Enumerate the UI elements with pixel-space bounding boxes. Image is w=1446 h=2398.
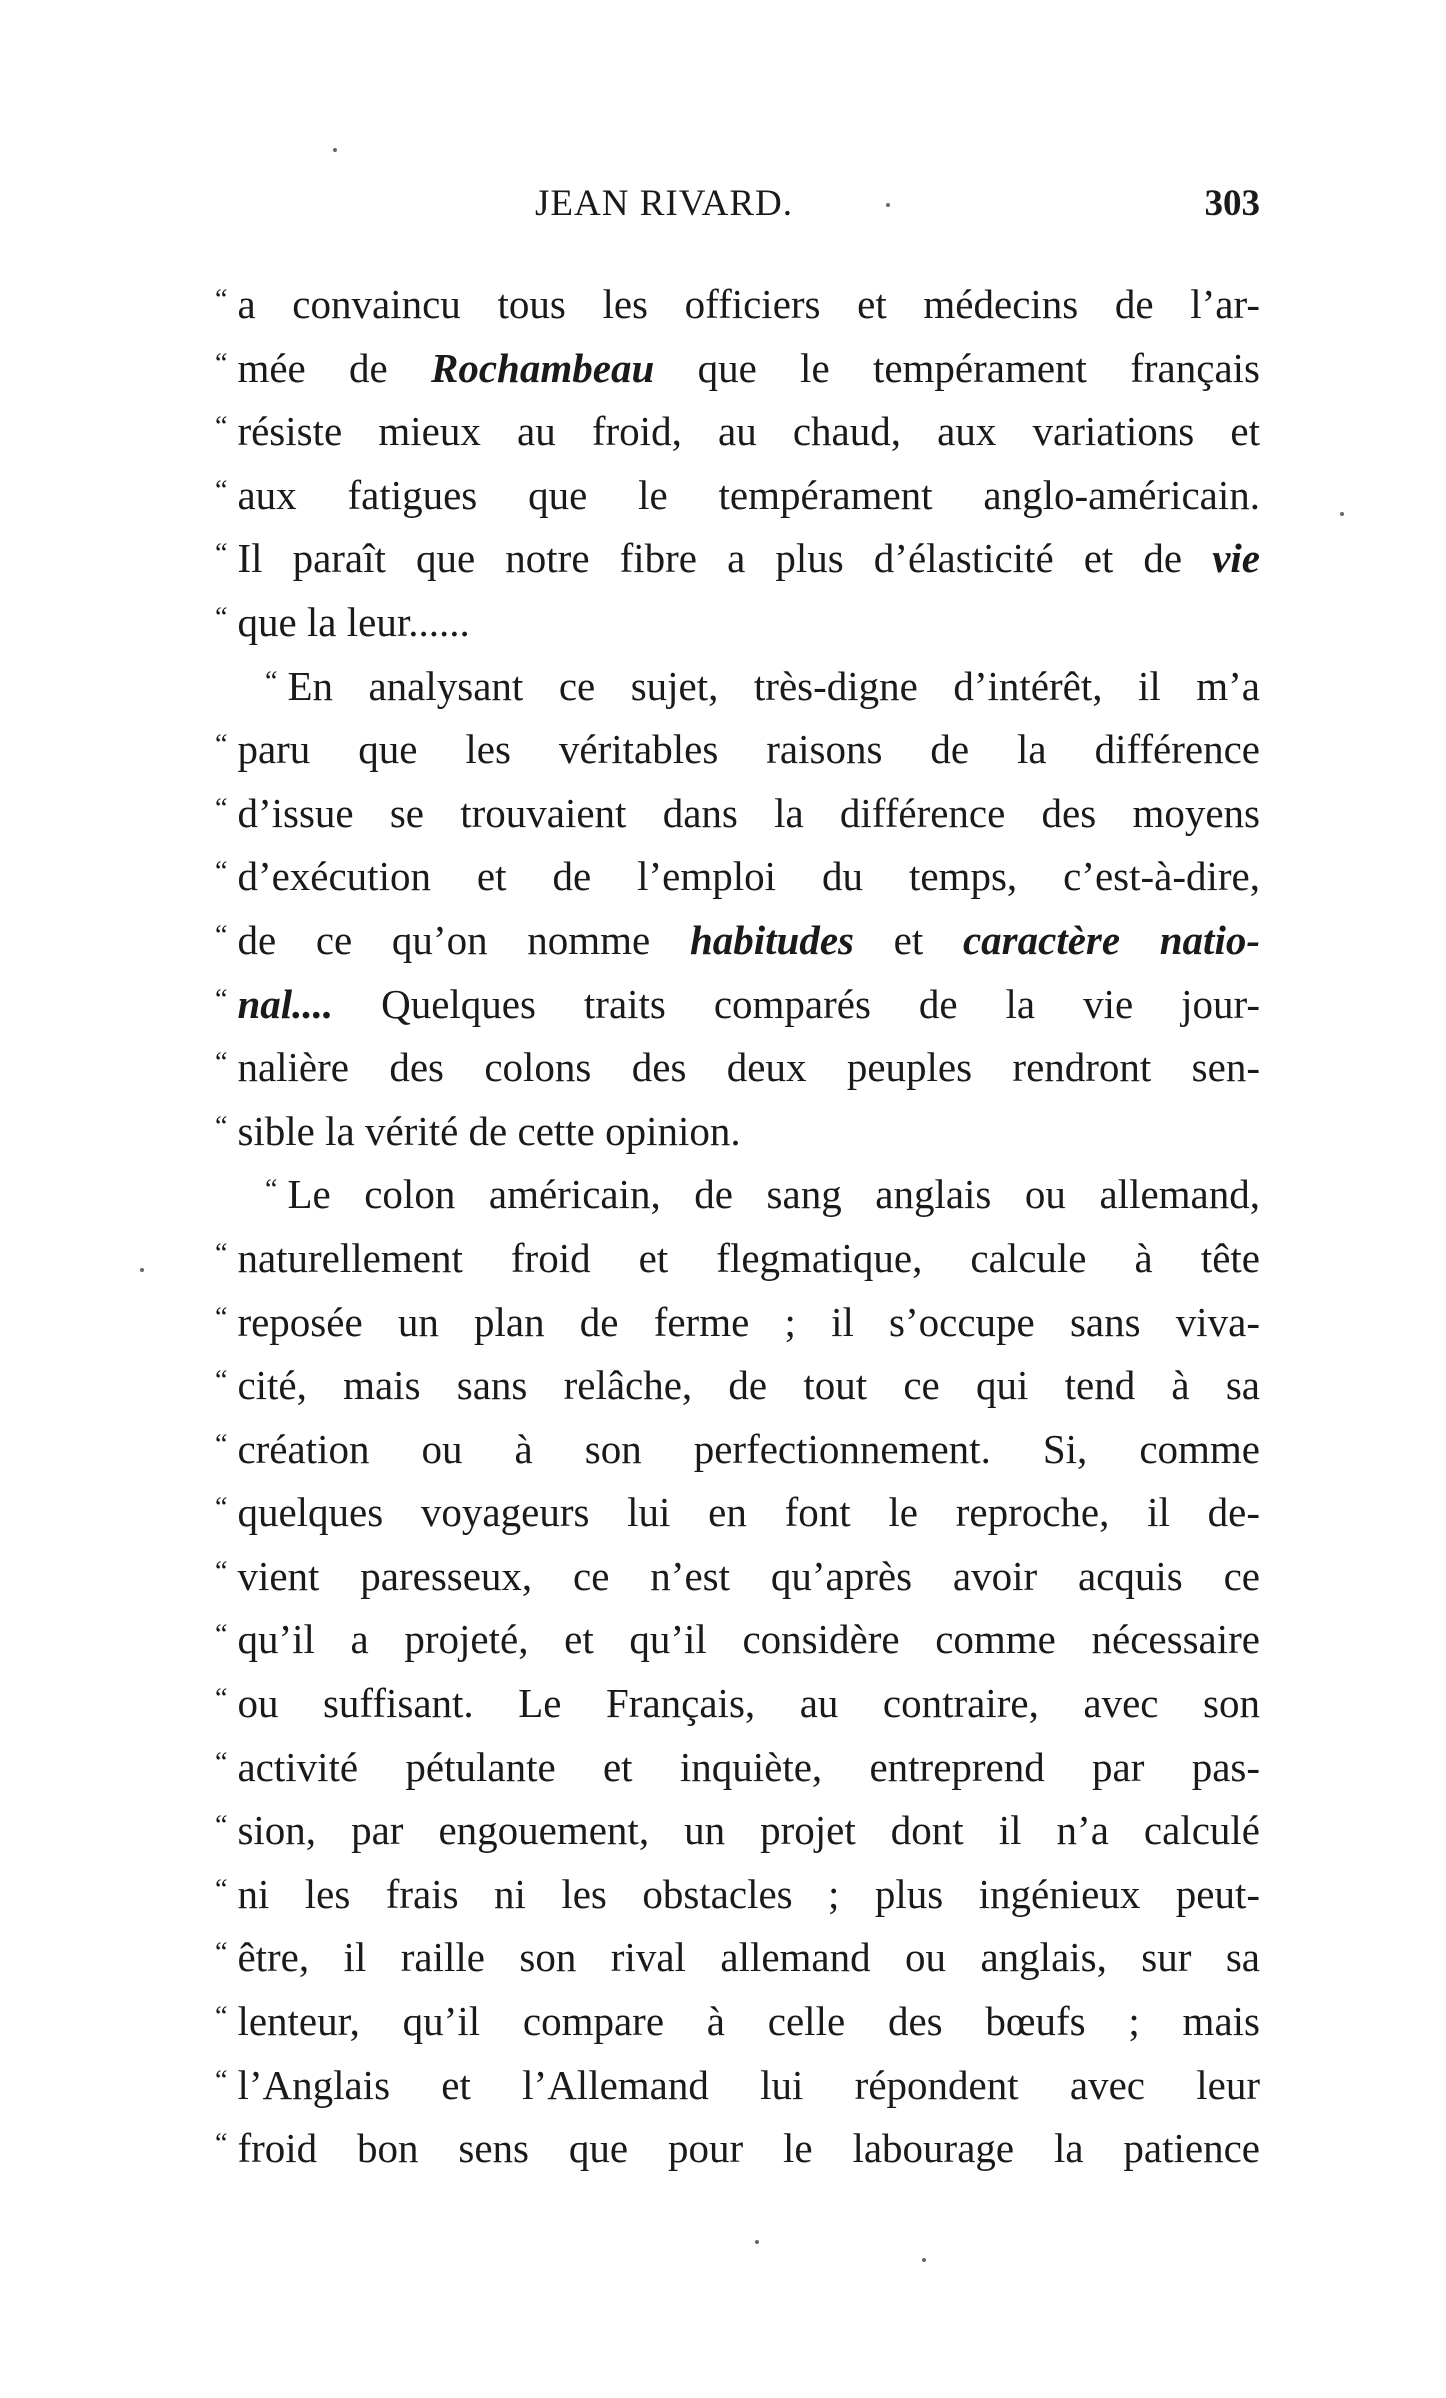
text-line [215, 1794, 1260, 1858]
opening-quote: “ [215, 1428, 228, 1460]
text-line [215, 968, 1260, 1032]
text-line [215, 1095, 1260, 1159]
line-text: ni les frais ni les obstacles ; plus ingénieux peut- [237, 1870, 1260, 1917]
scan-speck [755, 2240, 759, 2244]
opening-quote: “ [215, 1365, 228, 1397]
opening-quote: “ [215, 856, 228, 888]
text-line [215, 713, 1260, 777]
text-line [215, 1349, 1260, 1413]
scan-speck [922, 2258, 926, 2262]
line-text: cité, mais sans relâche, de tout ce qui tend à sa [237, 1362, 1260, 1409]
opening-quote: “ [215, 347, 228, 379]
line-text: et [853, 916, 963, 963]
running-title: JEAN RIVARD. [535, 183, 794, 224]
italic-word: habitudes [689, 916, 854, 963]
text-line [215, 1731, 1260, 1795]
text-line [215, 904, 1260, 968]
line-text: sible la vérité de cette opinion. [237, 1107, 741, 1154]
line-text: reposée un plan de ferme ; il s’occupe sans viva- [237, 1298, 1260, 1345]
line-text: paru que les véritables raisons de la différence [237, 726, 1260, 773]
text-line [215, 1985, 1260, 2049]
scan-speck [140, 1268, 144, 1272]
line-text: qu’il a projeté, et qu’il considère comme nécessaire [237, 1616, 1260, 1663]
italic-word: vie [1212, 535, 1260, 582]
opening-quote: “ [215, 1110, 228, 1142]
text-line [215, 777, 1260, 841]
text-line [215, 650, 1260, 714]
italic-word: nal.... [237, 980, 334, 1027]
opening-quote: “ [215, 1301, 228, 1333]
text-line [215, 1858, 1260, 1922]
text-line [215, 840, 1260, 904]
opening-quote: “ [265, 1174, 278, 1206]
opening-quote: “ [215, 284, 228, 315]
italic-name: Rochambeau [431, 344, 655, 391]
line-text: Quelques traits comparés de la vie jour- [333, 980, 1260, 1027]
line-text: de ce qu’on nomme [237, 916, 690, 963]
text-line [215, 1476, 1260, 1540]
text-line [215, 2049, 1260, 2113]
text-line [215, 1031, 1260, 1095]
line-text: être, il raille son rival allemand ou anglais, sur sa [237, 1934, 1260, 1981]
line-text: froid bon sens que pour le labourage la patience [237, 2125, 1260, 2172]
line-text: d’issue se trouvaient dans la différence des moyens [237, 789, 1260, 836]
opening-quote: “ [215, 1683, 228, 1715]
opening-quote: “ [215, 1746, 228, 1778]
text-line [215, 522, 1260, 586]
line-text: En analysant ce sujet, très-digne d’intérêt, il m’a [287, 662, 1260, 709]
body-text [215, 268, 1260, 2176]
scan-speck [1340, 512, 1344, 516]
line-text: que le tempérament français [654, 344, 1260, 391]
opening-quote: “ [215, 1237, 228, 1269]
line-text: lenteur, qu’il compare à celle des bœufs ; mais [237, 1998, 1260, 2045]
opening-quote: “ [215, 411, 228, 443]
opening-quote: “ [215, 729, 228, 761]
line-text: résiste mieux au froid, au chaud, aux variations et [237, 408, 1260, 455]
opening-quote: “ [215, 1492, 228, 1524]
line-text: naturellement froid et flegmatique, calcule à tête [237, 1234, 1260, 1281]
opening-quote: “ [265, 665, 278, 697]
text-line [215, 1603, 1260, 1667]
opening-quote: “ [215, 1810, 228, 1842]
line-text: que la leur...... [237, 598, 470, 645]
opening-quote: “ [215, 1555, 228, 1587]
opening-quote: “ [215, 474, 228, 506]
page-header [215, 182, 1260, 242]
text-line [215, 332, 1260, 396]
text-line [215, 1540, 1260, 1604]
text-line [215, 1921, 1260, 1985]
opening-quote: “ [215, 1047, 228, 1079]
opening-quote: “ [215, 2128, 228, 2160]
line-text: l’Anglais et l’Allemand lui répondent avec leur [237, 2061, 1260, 2108]
scan-speck [886, 203, 890, 207]
page-number: 303 [1204, 183, 1260, 224]
text-line [215, 268, 1260, 332]
text-line [215, 1667, 1260, 1731]
opening-quote: “ [215, 2064, 228, 2096]
text-line [215, 586, 1260, 650]
opening-quote: “ [215, 1937, 228, 1969]
line-text: Il paraît que notre fibre a plus d’élasticité et de [237, 535, 1213, 582]
line-text: a convaincu tous les officiers et médecins de l’ar- [237, 281, 1260, 327]
opening-quote: “ [215, 601, 228, 633]
opening-quote: “ [215, 1873, 228, 1905]
line-text: activité pétulante et inquiète, entreprend par pas- [237, 1743, 1260, 1790]
opening-quote: “ [215, 983, 228, 1015]
opening-quote: “ [215, 1619, 228, 1651]
text-line [215, 2112, 1260, 2176]
line-text: d’exécution et de l’emploi du temps, c’est-à-dire, [237, 853, 1260, 900]
opening-quote: “ [215, 792, 228, 824]
italic-word: caractère natio- [962, 916, 1260, 963]
opening-quote: “ [215, 538, 228, 570]
line-text: création ou à son perfectionnement. Si, comme [237, 1425, 1260, 1472]
line-text: Le colon américain, de sang anglais ou allemand, [287, 1171, 1260, 1218]
line-text: nalière des colons des deux peuples rendront sen- [237, 1044, 1260, 1091]
scan-speck [333, 148, 337, 152]
line-text: mée de [237, 344, 432, 391]
line-text: sion, par engouement, un projet dont il n’a calculé [237, 1807, 1260, 1854]
line-text: ou suffisant. Le Français, au contraire, avec son [237, 1680, 1260, 1727]
text-line [215, 1413, 1260, 1477]
text-line [215, 459, 1260, 523]
text-line [215, 1286, 1260, 1350]
line-text: aux fatigues que le tempérament anglo-américain. [237, 471, 1260, 518]
text-line [215, 395, 1260, 459]
opening-quote: “ [215, 919, 228, 951]
line-text: quelques voyageurs lui en font le reproche, il de- [237, 1489, 1260, 1536]
opening-quote: “ [215, 2001, 228, 2033]
text-line [215, 1222, 1260, 1286]
line-text: vient paresseux, ce n’est qu’après avoir acquis ce [237, 1552, 1260, 1599]
text-line [215, 1158, 1260, 1222]
